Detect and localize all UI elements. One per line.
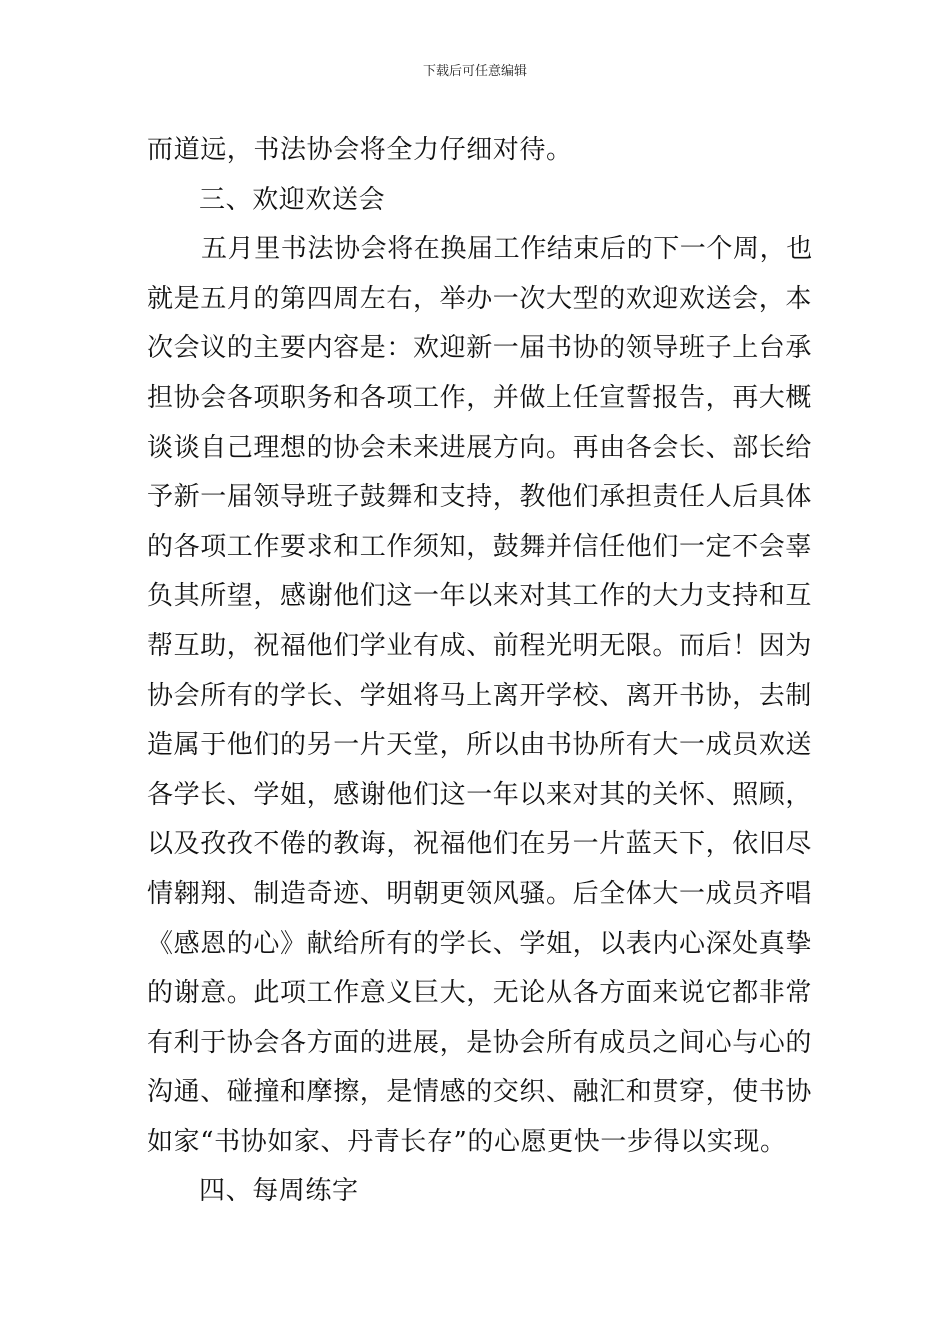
text-line: 次会议的主要内容是：欢迎新一届书协的领导班子上台承: [147, 333, 813, 364]
text-line: 有利于协会各方面的进展，是协会所有成员之间心与心的: [147, 1027, 813, 1058]
text-line: 《感恩的心》献给所有的学长、学姐，以表内心深处真挚: [147, 928, 813, 959]
text-line: 就是五月的第四周左右，举办一次大型的欢迎欢送会，本: [147, 283, 813, 314]
text-line: 情翱翔、制造奇迹、明朝更领风骚。后全体大一成员齐唱: [147, 878, 813, 909]
text-line: 以及孜孜不倦的教诲，祝福他们在另一片蓝天下，依旧尽: [147, 829, 813, 860]
text-line: 予新一届领导班子鼓舞和支持，教他们承担责任人后具体: [147, 482, 813, 513]
text-line: 而道远，书法协会将全力仔细对待。: [147, 135, 573, 165]
text-line: 如家“书协如家、丹青长存”的心愿更快一步得以实现。: [147, 1126, 787, 1157]
text-line: 的各项工作要求和工作须知，鼓舞并信任他们一定不会辜: [147, 531, 813, 562]
text-line: 各学长、学姐，感谢他们这一年以来对其的关怀、照顾，: [147, 779, 813, 810]
section-heading: 四、每周练字: [199, 1176, 359, 1207]
text-line: 的谢意。此项工作意义巨大，无论从各方面来说它都非常: [147, 978, 813, 1009]
section-heading: 三、欢迎欢送会: [199, 184, 386, 215]
text-line: 造属于他们的另一片天堂，所以由书协所有大一成员欢送: [147, 730, 813, 761]
text-line: 谈谈自己理想的协会未来进展方向。再由各会长、部长给: [147, 432, 813, 463]
page-header-note: 下载后可任意编辑: [422, 64, 527, 79]
text-line: 负其所望，感谢他们这一年以来对其工作的大力支持和互: [147, 581, 813, 612]
text-line: 协会所有的学长、学姐将马上离开学校、离开书协，去制: [147, 680, 813, 711]
text-line: 帮互助，祝福他们学业有成、前程光明无限。而后！因为: [147, 630, 813, 661]
text-line: 担协会各项职务和各项工作，并做上任宣誓报告，再大概: [147, 382, 813, 413]
text-line: 五月里书法协会将在换届工作结束后的下一个周，也: [201, 234, 813, 265]
text-line: 沟通、碰撞和摩擦，是情感的交织、融汇和贯穿，使书协: [147, 1077, 813, 1108]
document-body: [147, 126, 813, 1217]
